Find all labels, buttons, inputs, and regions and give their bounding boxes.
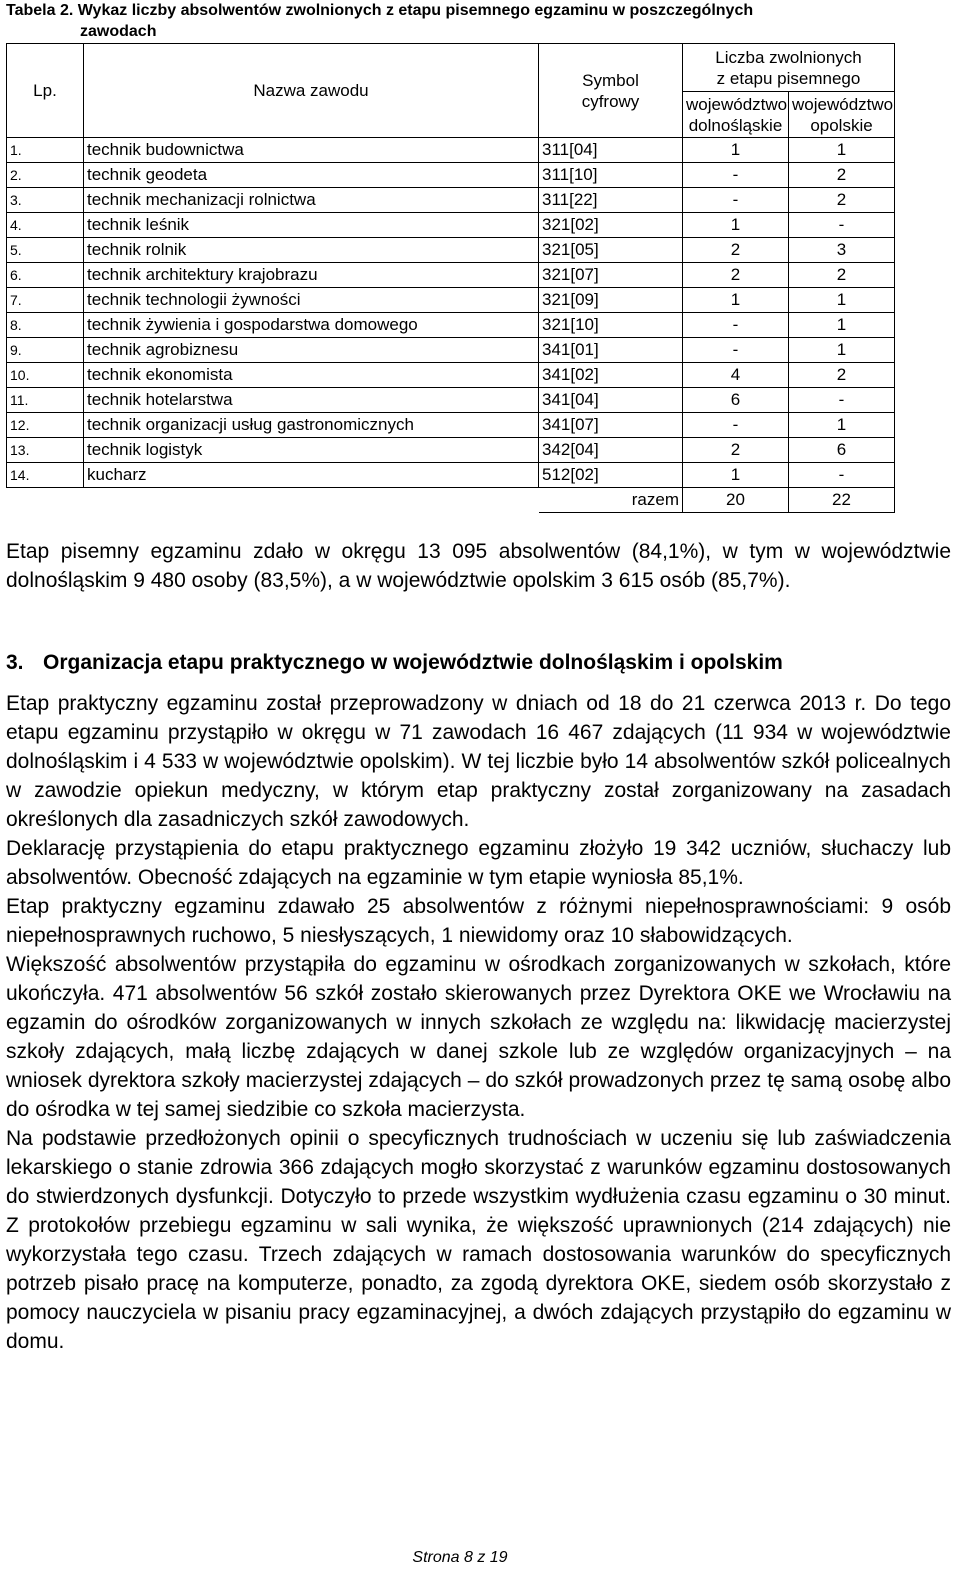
row-opolskie: - xyxy=(789,463,895,488)
section-title: Organizacja etapu praktycznego w województwie dolnośląskim i opolskim xyxy=(43,651,783,674)
row-opolskie: - xyxy=(789,213,895,238)
row-name: technik żywienia i gospodarstwa domowego xyxy=(84,313,539,338)
row-lp: 2. xyxy=(7,163,84,188)
caption-line-1: Tabela 2. Wykaz liczby absolwentów zwolnionych z etapu pisemnego egzaminu w poszczególnych xyxy=(6,2,754,19)
exam-written-summary xyxy=(6,537,951,595)
row-dolnoslaskie: - xyxy=(683,163,789,188)
table-row xyxy=(7,263,895,288)
row-symbol: 341[02] xyxy=(539,363,683,388)
row-symbol: 321[09] xyxy=(539,288,683,313)
header-symbol xyxy=(539,44,683,138)
header-col-b-line-2: opolskie xyxy=(810,115,873,135)
row-opolskie: 2 xyxy=(789,163,895,188)
row-name: technik leśnik xyxy=(84,213,539,238)
header-group-line-2: z etapu pisemnego xyxy=(716,68,861,88)
row-symbol: 311[10] xyxy=(539,163,683,188)
row-lp: 3. xyxy=(7,188,84,213)
row-lp: 11. xyxy=(7,388,84,413)
row-opolskie: 1 xyxy=(789,138,895,163)
caption-line-2: zawodach xyxy=(80,23,157,40)
total-row xyxy=(7,488,895,513)
table-row xyxy=(7,463,895,488)
row-opolskie: - xyxy=(789,388,895,413)
table-row xyxy=(7,188,895,213)
total-dolnoslaskie: 20 xyxy=(683,488,789,513)
paragraph-declarations: Deklarację przystąpienia do etapu praktycznego egzaminu złożyło 19 342 uczniów, słuchaczy lub absolwentów. Obecność zdających na egzaminie w tym etapie wyniosła 85,1%. xyxy=(6,837,951,889)
table-body xyxy=(7,138,895,488)
row-name: technik budownictwa xyxy=(84,138,539,163)
table-row xyxy=(7,313,895,338)
row-name: technik architektury krajobrazu xyxy=(84,263,539,288)
paragraph-disabilities: Etap praktyczny egzaminu zdawało 25 absolwentów z różnymi niepełnosprawnościami: 9 osób niepełnosprawnych ruchowo, 5 niesłyszących, 1 niewidomy oraz 10 słabowidzących. xyxy=(6,895,951,947)
section-number: 3. xyxy=(6,651,24,674)
table-row xyxy=(7,163,895,188)
row-opolskie: 2 xyxy=(789,363,895,388)
table-row xyxy=(7,413,895,438)
row-name: technik logistyk xyxy=(84,438,539,463)
row-opolskie: 3 xyxy=(789,238,895,263)
row-opolskie: 2 xyxy=(789,188,895,213)
row-symbol: 342[04] xyxy=(539,438,683,463)
row-opolskie: 2 xyxy=(789,263,895,288)
row-name: technik rolnik xyxy=(84,238,539,263)
row-dolnoslaskie: 4 xyxy=(683,363,789,388)
row-lp: 1. xyxy=(7,138,84,163)
row-dolnoslaskie: - xyxy=(683,338,789,363)
row-name: technik organizacji usług gastronomicznych xyxy=(84,413,539,438)
row-dolnoslaskie: 1 xyxy=(683,213,789,238)
row-opolskie: 1 xyxy=(789,288,895,313)
header-group-line-1: Liczba zwolnionych xyxy=(715,47,862,67)
row-lp: 7. xyxy=(7,288,84,313)
row-name: technik mechanizacji rolnictwa xyxy=(84,188,539,213)
row-symbol: 321[02] xyxy=(539,213,683,238)
row-symbol: 321[10] xyxy=(539,313,683,338)
row-name: technik geodeta xyxy=(84,163,539,188)
paragraph-adjusted-conditions: Na podstawie przedłożonych opinii o specyficznych trudnościach w uczeniu się lub zaświadczenia lekarskiego o stanie zdrowia 366 zdających mogło skorzystać z warunków egzaminu dostosowanych do stwierdzonych dysfunkcji. Dotyczyło to przede wszystkim wydłużenia czasu egzaminu o 30 minut. Z protokołów przebiegu egzaminu w sali wynika, że większość uprawnionych (214 zdających) nie wykorzystała tego czasu. Trzech zdających w ramach dostosowania warunków do specyficznych potrzeb pisało pracę na komputerze, ponadto, za zgodą dyrektora OKE, siedem osób skorzystało z pomocy nauczyciela w pisaniu pracy egzaminacyjnej, a dwóch zdających przystąpiło do egzaminu w domu. xyxy=(6,1127,951,1353)
row-dolnoslaskie: - xyxy=(683,313,789,338)
header-col-a-line-2: dolnośląskie xyxy=(688,115,783,135)
row-name: kucharz xyxy=(84,463,539,488)
row-symbol: 341[01] xyxy=(539,338,683,363)
section-heading xyxy=(6,648,951,677)
row-lp: 13. xyxy=(7,438,84,463)
row-lp: 8. xyxy=(7,313,84,338)
table-row xyxy=(7,363,895,388)
header-col-b-line-1: województwo xyxy=(792,94,894,114)
paragraph-written-results: Etap pisemny egzaminu zdało w okręgu 13 095 absolwentów (84,1%), w tym w województwie dolnośląskim 9 480 osoby (83,5%), a w województwie opolskim 3 615 osób (85,7%). xyxy=(6,540,951,592)
page-number: Strona 8 z 19 xyxy=(412,1549,508,1566)
row-name: technik agrobiznesu xyxy=(84,338,539,363)
row-symbol: 311[04] xyxy=(539,138,683,163)
row-dolnoslaskie: 6 xyxy=(683,388,789,413)
row-symbol: 341[07] xyxy=(539,413,683,438)
table-row xyxy=(7,213,895,238)
row-symbol: 311[22] xyxy=(539,188,683,213)
header-col-a-line-1: województwo xyxy=(686,94,788,114)
header-dolnoslaskie xyxy=(683,92,789,138)
table-row xyxy=(7,338,895,363)
row-name: technik technologii żywności xyxy=(84,288,539,313)
row-dolnoslaskie: 2 xyxy=(683,238,789,263)
table-caption xyxy=(6,0,906,42)
row-lp: 9. xyxy=(7,338,84,363)
header-symbol-line-1: Symbol xyxy=(582,70,639,90)
table-row xyxy=(7,138,895,163)
row-opolskie: 1 xyxy=(789,313,895,338)
row-lp: 10. xyxy=(7,363,84,388)
row-lp: 4. xyxy=(7,213,84,238)
header-symbol-line-2: cyfrowy xyxy=(581,91,640,111)
row-lp: 6. xyxy=(7,263,84,288)
paragraph-exam-centers: Większość absolwentów przystąpiła do egzaminu w ośrodkach zorganizowanych w szkołach, które ukończyła. 471 absolwentów 56 szkół zostało skierowanych przez Dyrektora OKE we Wrocławiu na egzamin do ośrodków zorganizowanych w innych szkołach ze względu na: likwidację macierzystej szkoły zdających, małą liczbę zdających w danej szkole lub ze względów organizacyjnych – na wniosek dyrektora szkoły macierzystej zdających – do szkół prowadzonych przez tę samą osobę albo do ośrodka w tej samej siedzibie co szkoła macierzysta. xyxy=(6,953,951,1121)
total-blank-name xyxy=(84,488,539,513)
total-blank-lp xyxy=(7,488,84,513)
header-group xyxy=(683,44,895,92)
row-symbol: 512[02] xyxy=(539,463,683,488)
table-row xyxy=(7,388,895,413)
table-row xyxy=(7,438,895,463)
row-lp: 12. xyxy=(7,413,84,438)
total-opolskie: 22 xyxy=(789,488,895,513)
graduates-table xyxy=(6,43,895,513)
section-body xyxy=(6,689,951,1356)
row-opolskie: 1 xyxy=(789,413,895,438)
row-name: technik hotelarstwa xyxy=(84,388,539,413)
row-dolnoslaskie: 2 xyxy=(683,438,789,463)
row-dolnoslaskie: 1 xyxy=(683,288,789,313)
paragraph-practical-dates: Etap praktyczny egzaminu został przeprowadzony w dniach od 18 do 21 czerwca 2013 r. Do tego etapu egzaminu przystąpiło w okręgu w 71 zawodach 16 467 zdających (11 934 w województwie dolnośląskim i 4 533 w województwie opolskim). W tej liczbie było 14 absolwentów szkół policealnych w zawodzie opiekun medyczny, w którym etap praktyczny został zorganizowany na zasadach określonych dla zasadniczych szkół zawodowych. xyxy=(6,692,951,831)
row-dolnoslaskie: 1 xyxy=(683,463,789,488)
row-symbol: 321[07] xyxy=(539,263,683,288)
table-row xyxy=(7,288,895,313)
row-lp: 5. xyxy=(7,238,84,263)
row-dolnoslaskie: - xyxy=(683,413,789,438)
row-dolnoslaskie: - xyxy=(683,188,789,213)
total-label: razem xyxy=(539,488,683,513)
row-name: technik ekonomista xyxy=(84,363,539,388)
header-opolskie xyxy=(789,92,895,138)
row-dolnoslaskie: 2 xyxy=(683,263,789,288)
table-row xyxy=(7,238,895,263)
row-opolskie: 1 xyxy=(789,338,895,363)
row-dolnoslaskie: 1 xyxy=(683,138,789,163)
row-lp: 14. xyxy=(7,463,84,488)
row-opolskie: 6 xyxy=(789,438,895,463)
header-name: Nazwa zawodu xyxy=(84,44,539,138)
row-symbol: 321[05] xyxy=(539,238,683,263)
row-symbol: 341[04] xyxy=(539,388,683,413)
header-lp: Lp. xyxy=(7,44,84,138)
